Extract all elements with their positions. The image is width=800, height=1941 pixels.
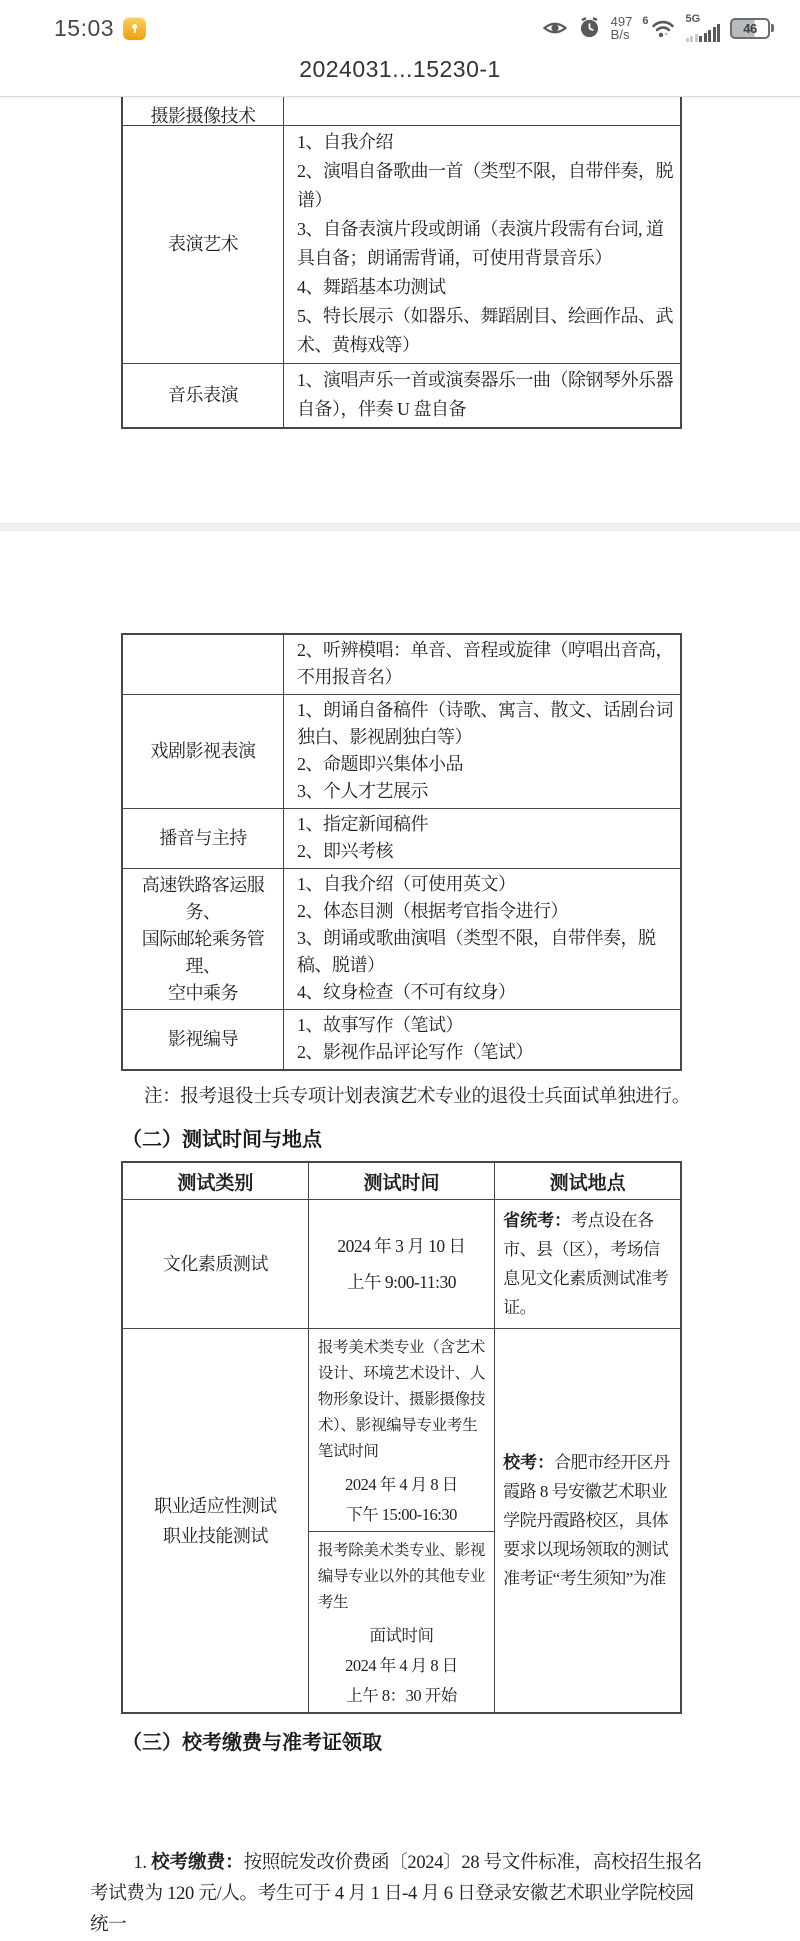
wifi-icon (642, 17, 675, 39)
table-row (122, 869, 681, 1010)
veteran-note: 注：报考退役士兵专项计划表演艺术专业的退役士兵面试单独进行。 (144, 1087, 691, 1107)
header-location: 测试地点 (495, 1162, 681, 1200)
written-test-time-cell (308, 1329, 494, 1532)
header-time: 测试时间 (308, 1162, 494, 1200)
battery-icon (730, 18, 770, 39)
exam-items-cell (284, 97, 682, 126)
fee-item-number: 1. (133, 1852, 152, 1873)
location-tag: 校考： (503, 1453, 555, 1472)
time-cell: 2024 年 3 月 10 日 上午 9:00-11:30 (308, 1200, 494, 1329)
major-label-cell: 高速铁路客运服务、 国际邮轮乘务管理、 空中乘务 (122, 869, 284, 1010)
major-label-cell: 音乐表演 (122, 364, 284, 429)
eye-protection-icon (542, 18, 568, 38)
fee-item-text: 按照皖发改价费函〔2024〕28 号文件标准，高校招生报名考试费为 120 元/人。考生可于 4 月 1 日-4 月 6 日登录安徽艺术职业学院校园统一 (90, 1852, 703, 1935)
exam-content-table-page2 (121, 633, 682, 1071)
table-row (122, 1329, 681, 1532)
table-row (122, 364, 681, 429)
test-time-location-table (121, 1161, 682, 1714)
interview-when: 面试时间 2024 年 4 月 8 日 上午 8：30 开始 (345, 1626, 458, 1705)
location-text: 考点设在各市、县（区），考场信息见文化素质测试准考证。 (503, 1211, 669, 1317)
cellular-signal-icon (686, 14, 721, 42)
major-label-cell: 影视编导 (122, 1010, 284, 1071)
table-header-row (122, 1162, 681, 1200)
fee-paragraph (90, 1846, 710, 1941)
location-tag: 省统考： (503, 1211, 572, 1230)
alarm-clock-icon (578, 17, 601, 39)
document-title: 2024031...15230-1 (299, 56, 501, 82)
location-cell (495, 1329, 681, 1714)
interview-time-cell (308, 1532, 494, 1714)
network-type-label: 5G (685, 13, 701, 25)
exam-items-cell: 2、听辨模唱：单音、音程或旋律（哼唱出音高，不用报音名） (284, 634, 682, 695)
table-row (122, 695, 681, 809)
major-label-cell: 戏剧影视表演 (122, 695, 284, 809)
exam-content-table-page1 (121, 97, 682, 429)
exam-items-cell: 1、故事写作（笔试） 2、影视作品评论写作（笔试） (284, 1010, 682, 1071)
table-row (122, 126, 681, 364)
exam-items-cell: 1、指定新闻稿件 2、即兴考核 (284, 809, 682, 869)
table-row (122, 1200, 681, 1329)
fee-item-title: 校考缴费： (151, 1850, 244, 1872)
major-label-cell: 播音与主持 (122, 809, 284, 869)
page-break-divider (0, 523, 800, 531)
location-cell (495, 1200, 681, 1329)
interview-desc: 报考除美术类专业、影视编导专业以外的其他专业考生 (317, 1542, 486, 1611)
network-speed-indicator (611, 15, 633, 41)
exam-items-cell: 1、自我介绍（可使用英文） 2、体态目测（根据考官指令进行） 3、朗诵或歌曲演唱（类型不限，自带伴奏，脱稿、脱谱） 4、纹身检查（不可有纹身） (284, 869, 682, 1010)
exam-items-cell: 1、演唱声乐一首或演奏器乐一曲（除钢琴外乐器自备），伴奏 U 盘自备 (284, 364, 682, 429)
major-label-cell (122, 634, 284, 695)
written-test-when: 2024 年 4 月 8 日 下午 15:00-16:30 (345, 1475, 458, 1524)
location-text: 合肥市经开区丹霞路 8 号安徽艺术职业学院丹霞路校区，具体要求以现场领取的测试准考证“考生须知”为准 (503, 1453, 670, 1588)
status-bar (0, 0, 800, 56)
table-row (122, 1010, 681, 1071)
wifi6-badge: 6 (642, 15, 649, 27)
network-speed-value: 497 (610, 14, 633, 29)
exam-items-cell: 1、朗诵自备稿件（诗歌、寓言、散文、话剧台词独白、影视剧独白等） 2、命题即兴集体小品 3、个人才艺展示 (284, 695, 682, 809)
section-heading-test-time: （二）测试时间与地点 (122, 1129, 322, 1151)
table-row (122, 809, 681, 869)
exam-items-cell: 1、自我介绍 2、演唱自备歌曲一首（类型不限，自带伴奏，脱谱） 3、自备表演片段或朗诵（表演片段需有台词, 道具自备；朗诵需背诵，可使用背景音乐） 4、舞蹈基本功测试 5、特长展示（如器乐、舞蹈剧目、绘画作品、武术、黄梅戏等） (284, 126, 682, 364)
header-category: 测试类别 (122, 1162, 308, 1200)
table-row (122, 97, 681, 126)
screen-lock-icon (123, 17, 146, 40)
major-label-cell: 摄影摄像技术 (122, 97, 284, 126)
clock-time: 15:03 (54, 14, 115, 41)
document-title-bar (0, 56, 800, 97)
written-test-desc: 报考美术类专业（含艺术设计、环境艺术设计、人物形象设计、摄影摄像技术）、影视编导专业考生笔试时间 (317, 1339, 486, 1460)
pdf-viewer[interactable] (0, 97, 800, 1935)
major-label-cell: 表演艺术 (122, 126, 284, 364)
network-speed-unit: B/s (610, 27, 630, 42)
section-heading-fee: （三）校考缴费与准考证领取 (122, 1732, 382, 1754)
battery-level: 46 (743, 20, 757, 36)
category-cell: 职业适应性测试 职业技能测试 (122, 1329, 308, 1714)
table-row (122, 634, 681, 695)
category-cell: 文化素质测试 (122, 1200, 308, 1329)
